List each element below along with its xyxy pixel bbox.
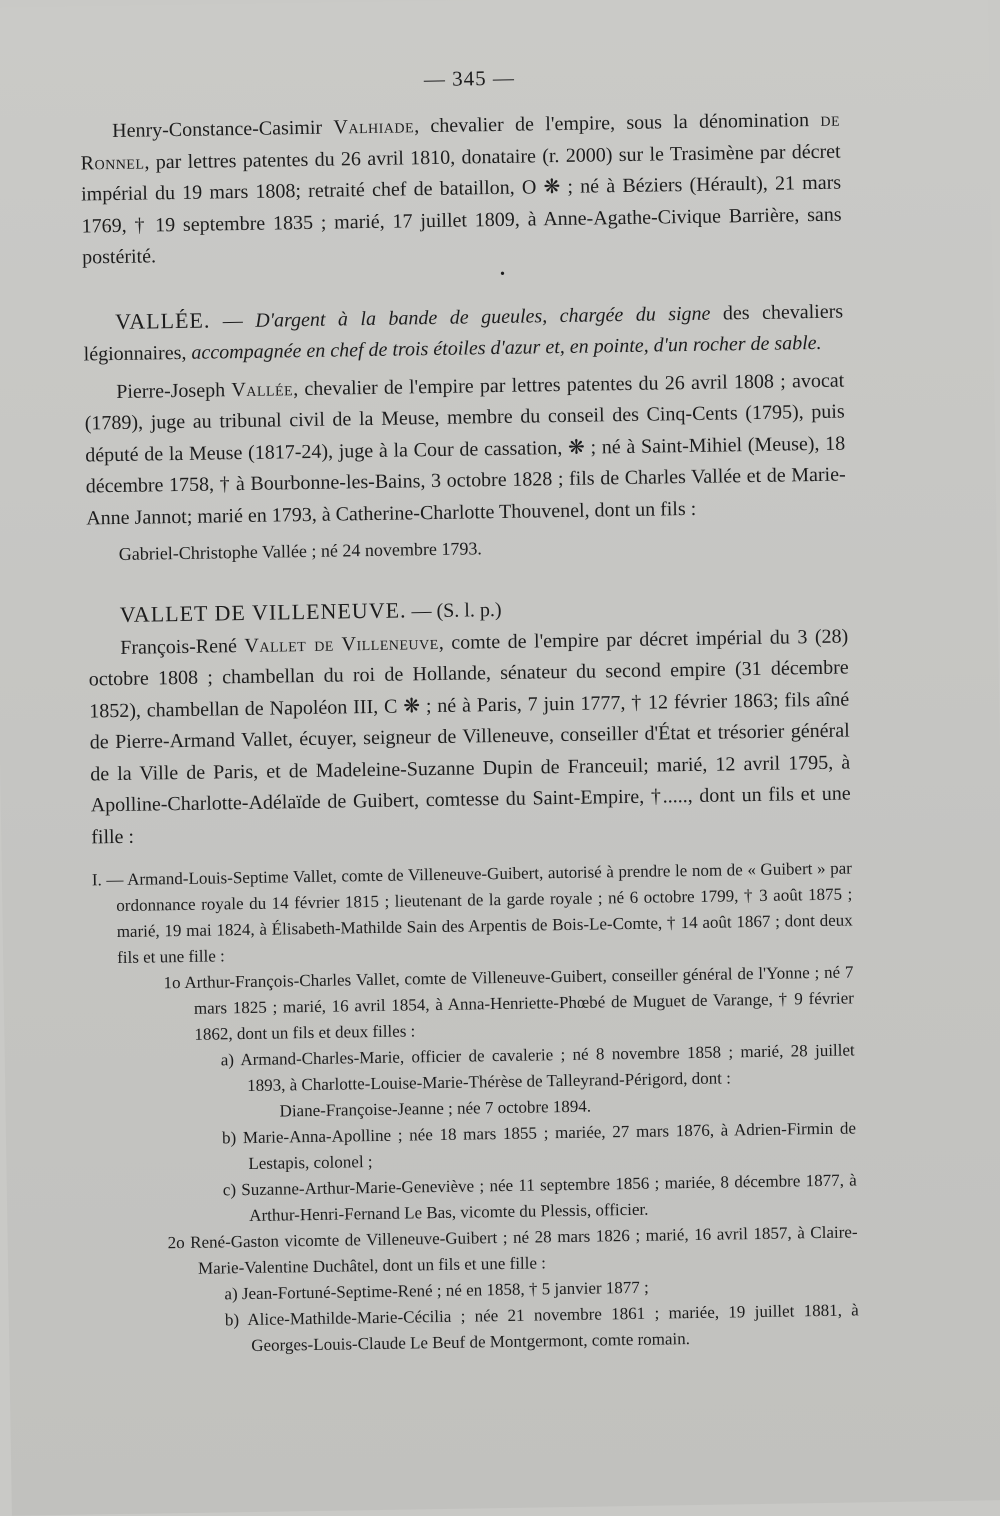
vallet-person-surname: Vallet de Villeneuve [244, 631, 439, 657]
valhiade-text-b: , par lettres patentes du 26 avril 1810, donataire (r. 2000) sur le Trasimène par décret impérial du 19 mars 1808; retraité chef de bataillon, O ❋ ; né à Béziers (Hérault), 21 mars 1769, † 19 septembre 1835 ; marié, 17 juillet 1809, à Anne-Agathe-Civique Barrière, sans postérité. [80, 140, 842, 269]
vallet-entry [88, 621, 851, 853]
vallet-person-lead: François-René [120, 634, 245, 659]
descendant-entry: Diane-Françoise-Jeanne ; née 7 octobre 1894. [279, 1096, 592, 1121]
ink-speck: • [499, 266, 506, 282]
descendant-entry: b) Alice-Mathilde-Marie-Cécilia ; née 21 novembre 1861 ; mariée, 19 juillet 1881, à Georges-Louis-Claude Le Beuf de Montgermont, comte romain. [224, 1300, 859, 1355]
vallee-heading: VALLÉE. [114, 306, 211, 334]
vallee-blazon-a: D'argent à la bande de gueules, chargée du signe [255, 302, 711, 332]
vallet-heading: VALLET DE VILLENEUVE. [119, 597, 407, 627]
vallee-dash: — [210, 309, 256, 332]
vallet-person-text: , comte de l'empire par décret impérial du 3 (28) octobre 1808 ; chambellan du roi de Hollande, sénateur du second empire (31 décembre 1852), chambellan de Napoléon III, C ❋ ; né à Paris, 7 juin 1777, † 12 février 1863; fils aîné de Pierre-Armand Vallet, écuyer, seigneur de Villeneuve, conseiller d'État et trésorier général de la Ville de Paris, et de Madeleine-Suzanne Dupin de Franceuil; marié, 12 avril 1795, à Apolline-Charlotte-Adélaïde de Guibert, comtesse du Saint-Empire, †....., dont un fils et une fille : [88, 625, 851, 848]
valhiade-denomination: de Ronnel [80, 108, 841, 175]
descendant-entry: I. — Armand-Louis-Septime Vallet, comte de Villeneuve-Guibert, autorisé à prendre le nom de « Guibert » par ordonnance royale du 14 février 1815 ; lieutenant de la garde royale ; né 6 octobre 1799, † 3 août 1875 ; marié, 19 mai 1824, à Élisabeth-Mathilde Sain des Arpentis de Bois-Le-Comte, † 14 août 1867 ; dont deux fils et une fille : [91, 858, 853, 968]
vallee-blazon [83, 294, 844, 371]
valhiade-entry [80, 105, 842, 274]
valhiade-text-a: , chevalier de l'empire, sous la dénomination [413, 108, 821, 138]
descendant-entry: a) Jean-Fortuné-Septime-René ; né en 1858, † 5 janvier 1877 ; [224, 1277, 649, 1304]
vallee-son: Gabriel-Christophe Vallée ; né 24 novembre 1793. [118, 538, 483, 564]
vallee-person-surname: Vallée [231, 377, 294, 401]
page-number: — 345 — [423, 65, 516, 92]
descendant-entry: a) Armand-Charles-Marie, officier de cavalerie ; né 8 novembre 1858 ; marié, 28 juillet 1893, à Charlotte-Louise-Marie-Thérèse de Talleyrand-Périgord, dont : [220, 1040, 855, 1096]
descendant-entry: b) Marie-Anna-Apolline ; née 18 mars 1855 ; mariée, 27 mars 1876, à Adrien-Firmin de Lestapis, colonel ; [221, 1118, 857, 1174]
vallee-person-text: , chevalier de l'empire par lettres patentes du 26 avril 1808 ; avocat (1789), juge au tribunal civil de la Meuse, membre du conseil des Cinq-Cents (1795), puis député de la Meuse (1817-24), juge à la Cour de cassation, ❋ ; né à Saint-Mihiel (Meuse), 18 décembre 1758, † à Bourbonne-les-Bains, 3 octobre 1828 ; fils de Charles Vallée et de Marie-Anne Jannot; marié en 1793, à Catherine-Charlotte Thouvenel, dont un fils : [84, 369, 846, 529]
descendant-entry: 1o Arthur-François-Charles Vallet, comte de Villeneuve-Guibert, conseiller général de l'Yonne ; né 7 mars 1825 ; marié, 16 avril 1854, à Anna-Henriette-Phœbé de Muguet de Varange, † 9 février 1862, dont un fils et deux filles : [163, 962, 855, 1044]
vallee-blazon-mid: des chevaliers légionnaires, [83, 300, 844, 366]
vallee-blazon-b: accompagnée en chef de trois étoiles d'azur et, en pointe, d'un rocher de sable. [191, 331, 822, 364]
vallee-person-lead: Pierre-Joseph [116, 378, 232, 403]
vallet-heading-tail: — (S. l. p.) [406, 598, 502, 623]
vallee-entry [84, 365, 846, 534]
descendant-entry: 2o René-Gaston vicomte de Villeneuve-Guibert ; né 28 mars 1826 ; marié, 16 avril 1857, à Claire-Marie-Valentine Duchâtel, dont un fils et une fille : [167, 1222, 858, 1278]
valhiade-surname: Valhiade [333, 115, 415, 139]
descendant-entry: c) Suzanne-Arthur-Marie-Geneviève ; née 11 septembre 1856 ; mariée, 8 décembre 1877, à Arthur-Henri-Fernand Le Bas, vicomte du Plessis, officier. [222, 1170, 857, 1225]
descendants-list [92, 855, 860, 1361]
valhiade-name-lead: Henry-Constance-Casimir [111, 116, 334, 143]
page-text [80, 105, 859, 1362]
